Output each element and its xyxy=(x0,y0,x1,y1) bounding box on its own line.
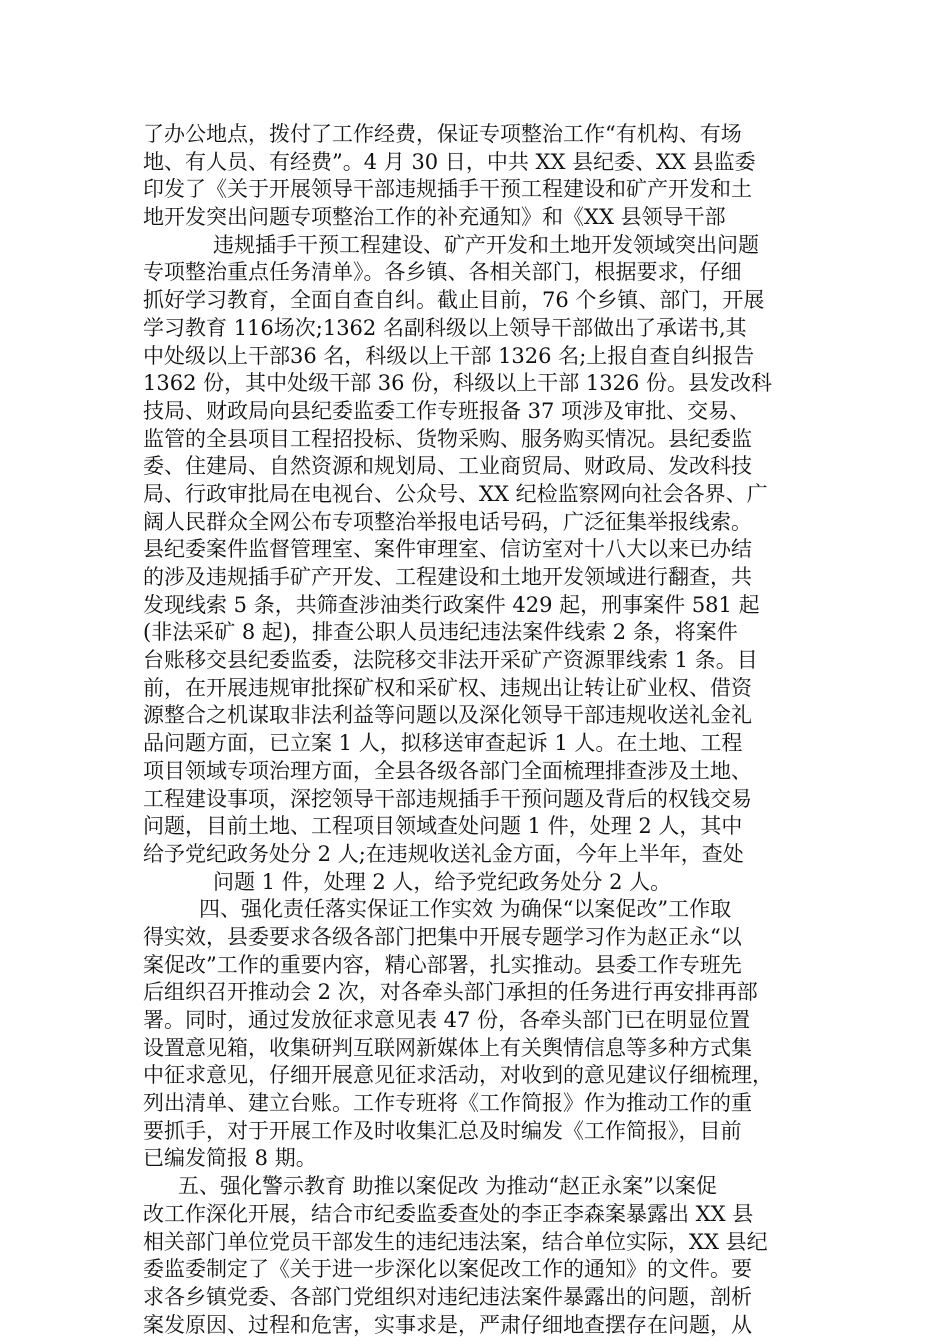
text-line: 印发了《关于开展领导干部违规插手干预工程建设和矿产开发和土 xyxy=(143,177,752,202)
text-line: 监管的全县项目工程招投标、货物采购、服务购买情况。县纪委监 xyxy=(143,426,752,451)
text-line: 委、住建局、自然资源和规划局、工业商贸局、财政局、发改科技 xyxy=(143,454,752,479)
text-line: 阔人民群众全网公布专项整治举报电话号码，广泛征集举报线索。 xyxy=(143,509,752,534)
text-line: 学习教育 116场次;1362 名副科级以上领导干部做出了承诺书,其 xyxy=(143,315,747,340)
text-line: 设置意见箱，收集研判互联网新媒体上有关舆情信息等多种方式集 xyxy=(143,1035,752,1060)
text-line: 抓好学习教育，全面自查自纠。截止目前，76 个乡镇、部门，开展 xyxy=(143,288,765,313)
text-line: 地、有人员、有经费”。4 月 30 日，中共 XX 县纪委、XX 县监委 xyxy=(143,149,756,174)
text-line: 求各乡镇党委、各部门党组织对违纪违法案件暴露出的问题，剖析 xyxy=(143,1284,752,1309)
text-line: 改工作深化开展，结合市纪委监委查处的李正李森案暴露出 XX 县 xyxy=(143,1201,754,1226)
text-line: 四、强化责任落实保证工作实效 为确保“以案促改”工作取 xyxy=(199,897,732,922)
text-line: 问题 1 件，处理 2 人，给予党纪政务处分 2 人。 xyxy=(213,869,672,894)
text-line: (非法采矿 8 起)，排查公职人员违纪违法案件线索 2 条，将案件 xyxy=(143,620,738,645)
text-line: 项目领域专项治理方面，全县各级各部门全面梳理排查涉及土地、 xyxy=(143,758,752,783)
text-line: 给予党纪政务处分 2 人;在违规收送礼金方面，今年上半年，查处 xyxy=(143,841,744,866)
text-line: 案发原因、过程和危害，实事求是，严肃仔细地查摆存在问题，从 xyxy=(143,1312,752,1337)
text-line: 品问题方面，已立案 1 人，拟移送审查起诉 1 人。在土地、工程 xyxy=(143,731,743,756)
text-line: 违规插手干预工程建设、矿产开发和土地开发领域突出问题 xyxy=(213,232,759,257)
text-line: 源整合之机谋取非法利益等问题以及深化领导干部违规收送礼金礼 xyxy=(143,703,752,728)
paragraph-2 xyxy=(143,232,823,869)
text-line: 发现线索 5 条，共筛查涉油类行政案件 429 起，刑事案件 581 起 xyxy=(143,592,760,617)
text-line: 得实效，县委要求各级各部门把集中开展专题学习作为赵正永“以 xyxy=(143,924,742,949)
text-line: 专项整治重点任务清单》。各乡镇、各相关部门，根据要求，仔细 xyxy=(143,260,742,285)
text-line: 后组织召开推动会 2 次，对各牵头部门承担的任务进行再安排再部 xyxy=(143,980,758,1005)
text-line: 了办公地点，拨付了工作经费，保证专项整治工作“有机构、有场 xyxy=(143,122,742,146)
text-line: 局、行政审批局在电视台、公众号、XX 纪检监察网向社会各界、广 xyxy=(143,481,768,506)
text-line: 案促改”工作的重要内容，精心部署，扎实推动。县委工作专班先 xyxy=(143,952,742,977)
text-line: 技局、财政局向县纪委监委工作专班报备 37 项涉及审批、交易、 xyxy=(143,398,751,423)
text-line: 前，在开展违规审批探矿权和采矿权、违规出让转让矿业权、借资 xyxy=(143,675,752,700)
document-body xyxy=(143,121,823,1339)
paragraph-1 xyxy=(143,121,823,232)
text-line: 要抓手，对于开展工作及时收集汇总及时编发《工作简报》，目前 xyxy=(143,1118,742,1143)
text-line: 五、强化警示教育 助推以案促改 为推动“赵正永案”以案促 xyxy=(178,1174,717,1199)
text-line: 相关部门单位党员干部发生的违纪违法案，结合单位实际，XX 县纪 xyxy=(143,1229,768,1254)
paragraph-4 xyxy=(143,896,823,1173)
text-line: 委监委制定了《关于进一步深化以案促改工作的通知》的文件。要 xyxy=(143,1257,752,1282)
text-line: 工程建设事项，深挖领导干部违规插手干预问题及背后的权钱交易 xyxy=(143,786,752,811)
text-line: 的涉及违规插手矿产开发、工程建设和土地开发领域进行翻查，共 xyxy=(143,565,752,589)
text-line: 中处级以上干部36 名，科级以上干部 1326 名;上报自查自纠报告 xyxy=(143,343,755,368)
text-line: 列出清单、建立台账。工作专班将《工作简报》作为推动工作的重 xyxy=(143,1091,752,1116)
text-line: 问题，目前土地、工程项目领域查处问题 1 件，处理 2 人，其中 xyxy=(143,814,743,839)
text-line: 地开发突出问题专项整治工作的补充通知》和《XX 县领导干部 xyxy=(143,205,726,230)
text-line: 县纪委案件监督管理室、案件审理室、信访室对十八大以来已办结 xyxy=(143,537,752,562)
text-line: 中征求意见，仔细开展意见征求活动，对收到的意见建议仔细梳理， xyxy=(143,1063,773,1088)
text-line: 台账移交县纪委监委，法院移交非法开采矿产资源罪线索 1 条。目 xyxy=(143,648,758,673)
text-line: 1362 份，其中处级干部 36 份，科级以上干部 1326 份。县发改科 xyxy=(143,371,772,396)
paragraph-5 xyxy=(143,1173,823,1339)
text-line: 已编发简报 8 期。 xyxy=(143,1146,317,1171)
text-line: 署。同时，通过发放征求意见表 47 份，各牵头部门已在明显位置 xyxy=(143,1008,751,1032)
paragraph-3 xyxy=(143,869,823,897)
